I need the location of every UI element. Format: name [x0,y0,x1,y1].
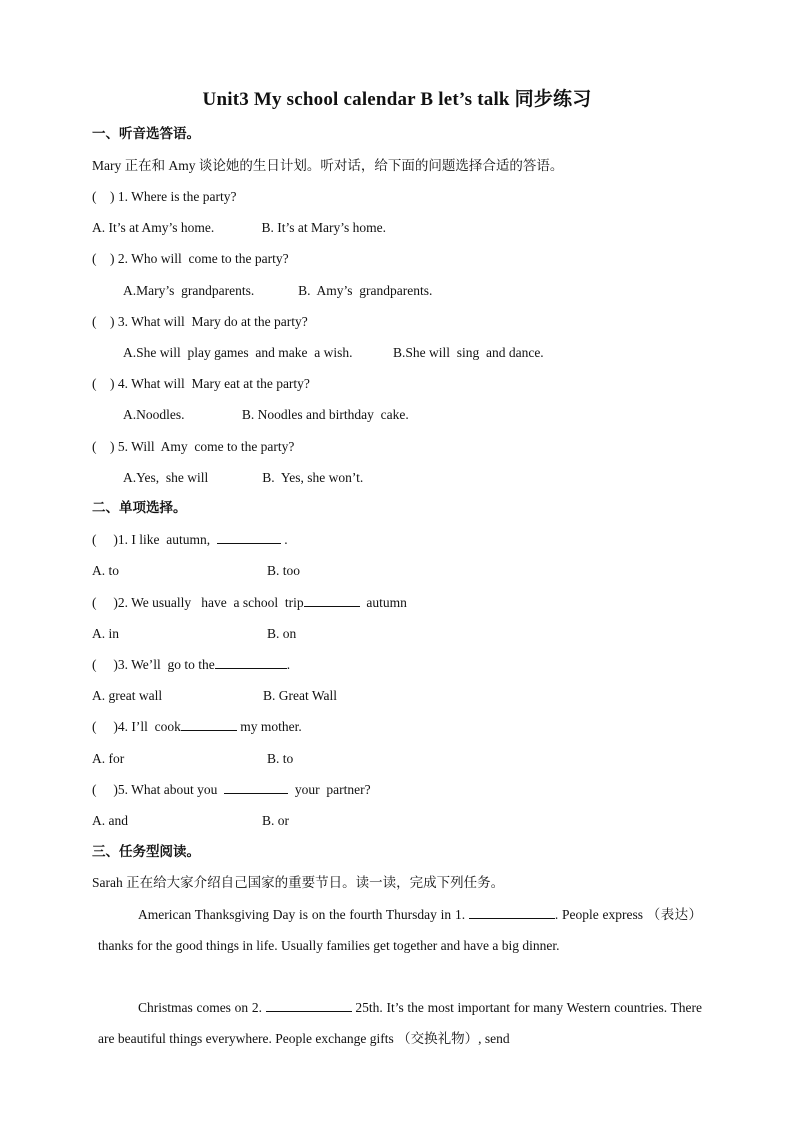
page-title: Unit3 My school calendar B let’s talk 同步练习 [202,89,592,110]
choice-question-1: ( )1. I like autumn, . [92,532,288,547]
section1-heading: 一、听音选答语。 [92,126,200,141]
answer-blank-1 [469,918,555,919]
choice-question-3: ( )3. We’ll go to the . [92,657,291,672]
choice-option-b: B. or [262,813,289,828]
choice-option-b: B. to [267,751,294,766]
choice-option-a: A. in [92,626,119,641]
listening-options-1: A. It’s at Amy’s home. B. It’s at Mary’s home. [92,220,386,235]
listening-question-3: ( ) 3. What will Mary do at the party? [92,314,308,329]
answer-blank [215,668,287,669]
section2-heading: 二、单项选择。 [92,500,187,515]
choice-option-b: B. Great Wall [263,688,338,703]
answer-blank-2 [266,1011,352,1012]
listening-options-3: A.She will play games and make a wish. B.She will sing and dance. [123,345,544,360]
choice-option-b: B. too [267,563,301,578]
answer-blank [224,793,288,794]
listening-options-4: A.Noodles. B. Noodles and birthday cake. [123,407,409,422]
section3-intro: Sarah 正在给大家介绍自己国家的重要节日。读一读，完成下列任务。 [92,875,505,890]
listening-options-5: A.Yes, she will B. Yes, she won’t. [123,470,364,485]
choice-option-a: A. and [92,813,128,828]
answer-blank [217,543,281,544]
choice-question-2: ( )2. We usually have a school trip autumn [92,595,407,610]
reading-paragraph-2: Christmas comes on 2. 25th. It’s the most important for many Western countries. There are beautiful things everywhere. People exchange gifts （交换礼物）, send [98,1000,702,1046]
listening-question-2: ( ) 2. Who will come to the party? [92,251,289,266]
listening-question-4: ( ) 4. What will Mary eat at the party? [92,376,310,391]
choice-option-a: A. great wall [92,688,163,703]
listening-question-1: ( ) 1. Where is the party? [92,189,237,204]
listening-options-2: A.Mary’s grandparents. B. Amy’s grandparents. [123,283,433,298]
choice-option-b: B. on [267,626,297,641]
answer-blank [304,606,360,607]
choice-option-a: A. for [92,751,125,766]
choice-question-4: ( )4. I’ll cook my mother. [92,719,302,734]
section3-heading: 三、任务型阅读。 [92,844,200,859]
answer-blank [181,730,237,731]
choice-question-5: ( )5. What about you your partner? [92,782,371,797]
reading-paragraph-1: American Thanksgiving Day is on the fourth Thursday in 1. . People express （表达）thanks for the good things in life. Usually families get together and have a big dinner. [98,907,703,953]
choice-option-a: A. to [92,563,119,578]
listening-question-5: ( ) 5. Will Amy come to the party? [92,439,295,454]
section1-intro: Mary 正在和 Amy 谈论她的生日计划。听对话，给下面的问题选择合适的答语。 [92,158,564,173]
